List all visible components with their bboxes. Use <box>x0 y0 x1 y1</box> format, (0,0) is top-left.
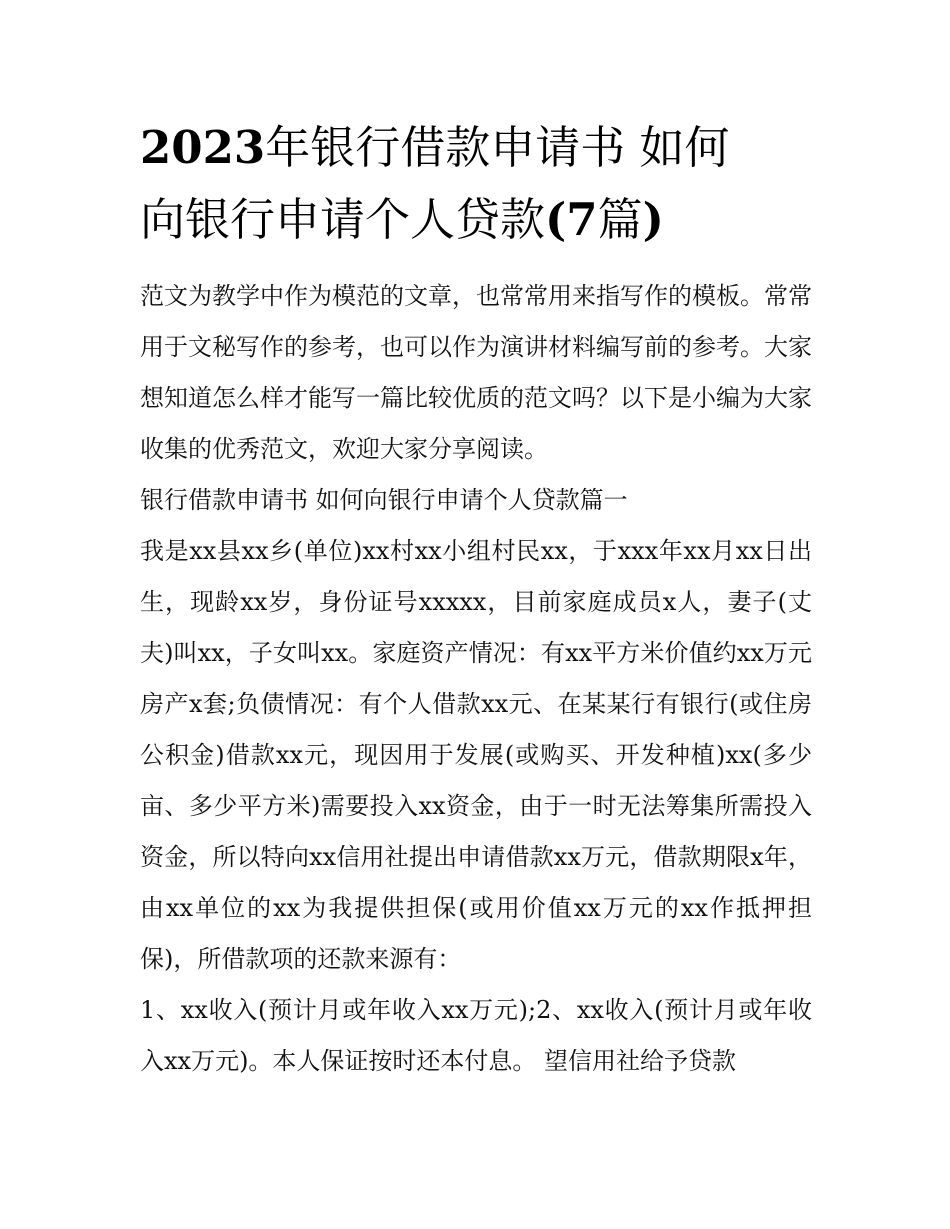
title-line-2 <box>140 184 812 256</box>
title-year: 2023 <box>140 121 266 174</box>
title-line-2-text: 向银行申请个人贷款 <box>140 193 546 246</box>
document-body <box>140 271 812 1087</box>
intro-paragraph: 范文为教学中作为模范的文章，也常常用来指写作的模板。常常用于文秘写作的参考，也可以作为演讲材料编写前的参考。大家想知道怎么样才能写一篇比较优质的范文吗？以下是小编为大家收集的优秀范文，欢迎大家分享阅读。 <box>140 282 812 463</box>
body-paragraph-2: 1、xx收入(预计月或年收入xx万元);2、xx收入(预计月或年收入xx万元)。本人保证按时还本付息。 望信用社给予贷款 <box>140 996 812 1075</box>
title-count-close: ) <box>642 193 664 246</box>
title-line-1 <box>140 112 812 184</box>
body-paragraph-1: 我是xx县xx乡(单位)xx村xx小组村民xx，于xxx年xx月xx日出生，现龄xx岁，身份证号xxxxx，目前家庭成员x人，妻子(丈夫)叫xx，子女叫xx。家庭资产情况：有xx平方米价值约xx万元房产x套;负债情况：有个人借款xx元、在某某行有银行(或住房公积金)借款xx元，现因用于发展(或购买、开发种植)xx(多少亩、多少平方米)需要投入xx资金，由于一时无法筹集所需投入资金，所以特向xx信用社提出申请借款xx万元，借款期限x年，由xx单位的xx为我提供担保(或用价值xx万元的xx作抵押担保)，所借款项的还款来源有： <box>140 537 812 973</box>
title-count-unit: 篇 <box>597 193 643 246</box>
document-title <box>140 112 812 256</box>
title-count-open: (7 <box>545 193 598 246</box>
title-line-1-text: 年银行借款申请书 如何 <box>265 121 730 174</box>
section-heading: 银行借款申请书 如何向银行申请个人贷款篇一 <box>140 486 628 514</box>
document-page <box>140 112 812 1087</box>
